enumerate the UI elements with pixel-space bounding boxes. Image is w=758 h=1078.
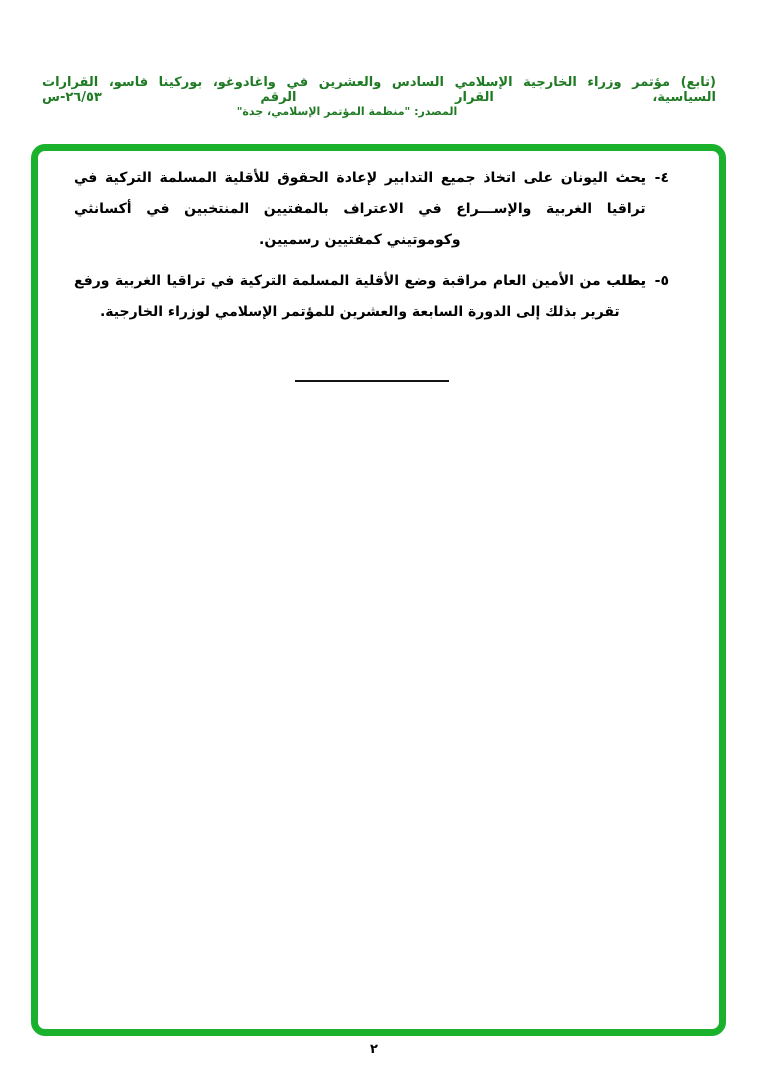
resolution-item-4 — [74, 163, 669, 256]
resolution-border-box — [31, 144, 726, 1036]
resolution-item-5 — [74, 266, 669, 328]
resolution-items — [38, 151, 719, 382]
item-lead-word: يحث — [615, 170, 646, 186]
section-divider-line — [295, 380, 449, 382]
item-number: ٥- — [654, 273, 669, 289]
item-body-text: من الأمين العام مراقبة وضع الأقلية المسلمة التركية في تراقيا الغربية ورفع تقرير بذلك إلى الدورة السابعة والعشرين للمؤتمر الإسلامي لوزراء الخارجية. — [74, 273, 620, 320]
header-continuation-line: (تابع) مؤتمر وزراء الخارجية الإسلامي السادس والعشرين في واغادوغو، بوركينا فاسو، القرارات السياسية، القرار الرقم ٢٦/٥٣-س — [42, 75, 716, 105]
item-number: ٤- — [654, 170, 669, 186]
page-number: ٢ — [370, 1042, 378, 1057]
item-text — [74, 163, 646, 256]
item-text — [74, 266, 646, 328]
header-source-line: المصدر: "منظمة المؤتمر الإسلامي، جدة" — [236, 105, 458, 118]
item-body-text: اليونان على اتخاذ جميع التدابير لإعادة الحقوق للأقلية المسلمة التركية في تراقيا الغربية والإســـراع في الاعتراف بالمفتيين المنتخبين في أكسانثي وكوموتيني كمفتيين رسميين. — [74, 170, 646, 248]
item-lead-word: يطلب — [606, 273, 646, 289]
